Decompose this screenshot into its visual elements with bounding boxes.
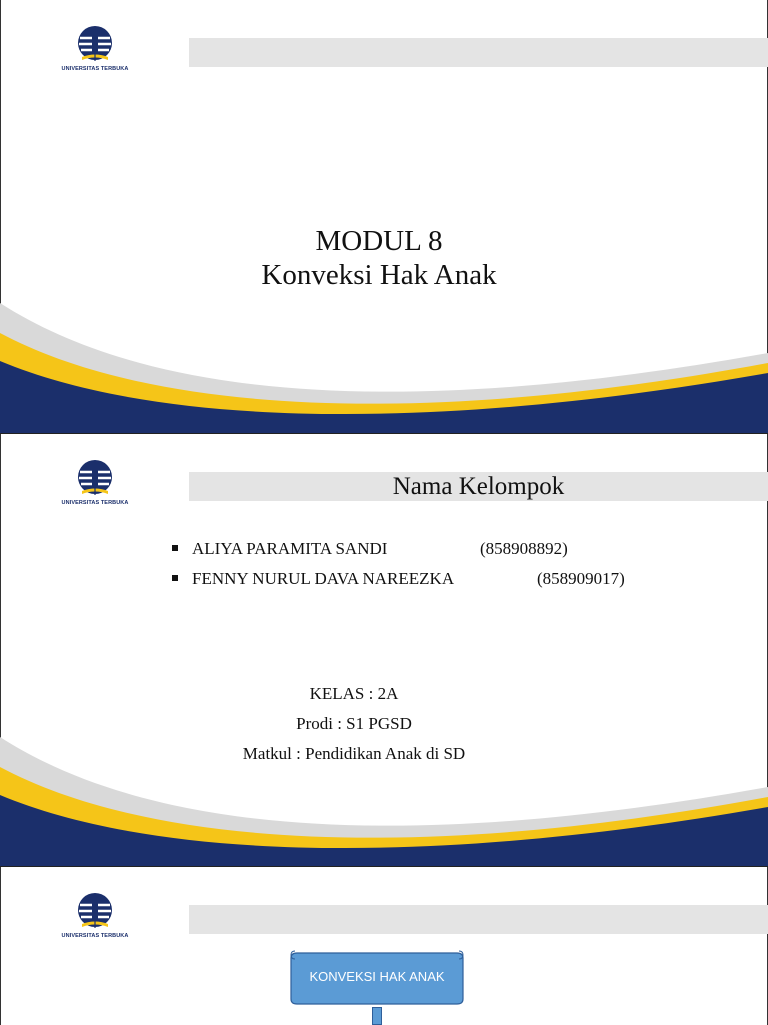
slide-diagram bbox=[0, 866, 768, 1025]
prodi-text: Prodi : S1 PGSD bbox=[296, 714, 412, 733]
universitas-terbuka-logo bbox=[52, 20, 138, 76]
connector-stem bbox=[372, 1007, 382, 1025]
matkul-text: Matkul : Pendidikan Anak di SD bbox=[242, 744, 466, 763]
ut-emblem-icon bbox=[75, 891, 115, 931]
slide-heading: Nama Kelompok bbox=[392, 473, 565, 500]
logo-text: UNIVERSITAS TERBUKA bbox=[61, 500, 129, 506]
ut-emblem-icon bbox=[75, 24, 115, 64]
member-nim: (858908892) bbox=[480, 539, 568, 558]
logo-text: UNIVERSITAS TERBUKA bbox=[61, 66, 129, 72]
bullet-icon bbox=[172, 545, 178, 551]
universitas-terbuka-logo bbox=[52, 887, 138, 943]
member-list bbox=[172, 534, 625, 594]
member-nim: (858909017) bbox=[537, 569, 625, 588]
slide-title-text bbox=[0, 224, 758, 292]
decorative-wave bbox=[0, 303, 768, 433]
kelas-text: KELAS : 2A bbox=[309, 684, 399, 703]
header-bar bbox=[189, 905, 768, 934]
universitas-terbuka-logo bbox=[52, 454, 138, 510]
slide-title bbox=[0, 0, 768, 433]
title-line-2: Konveksi Hak Anak bbox=[261, 259, 497, 291]
decorative-wave bbox=[0, 737, 768, 867]
header-bar bbox=[189, 38, 768, 67]
logo-text: UNIVERSITAS TERBUKA bbox=[61, 933, 129, 939]
title-line-1: MODUL 8 bbox=[315, 225, 443, 257]
bullet-icon bbox=[172, 575, 178, 581]
list-item bbox=[172, 534, 625, 564]
scroll-label: KONVEKSI HAK ANAK bbox=[309, 969, 445, 984]
slide-group-members bbox=[0, 433, 768, 867]
member-name: FENNY NURUL DAVA NAREEZKA bbox=[192, 569, 455, 588]
scroll-shape bbox=[289, 949, 465, 1005]
list-item bbox=[172, 564, 625, 594]
member-name: ALIYA PARAMITA SANDI bbox=[192, 539, 388, 558]
ut-emblem-icon bbox=[75, 458, 115, 498]
